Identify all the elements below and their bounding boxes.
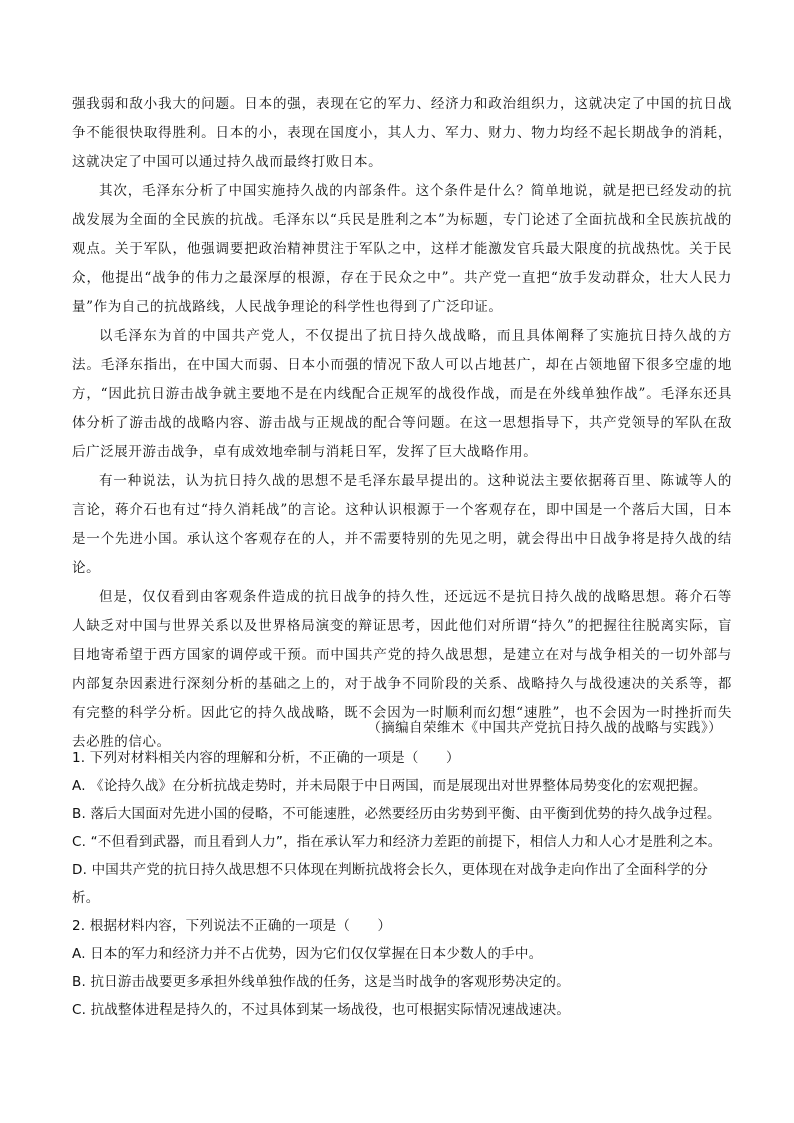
option-c: C. 抗战整体进程是持久的，不过具体到某一场战役，也可根据实际情况速战速决。: [72, 1002, 571, 1018]
passage-paragraph-3: 以毛泽东为首的中国共产党人，不仅提出了抗日持久战战略，而且具体阐释了实施抗日持久战的方法。毛泽东指出，在中国大而弱、日本小而强的情况下敌人可以占地甚广，却在占领地留下很多空虚的地方，“因此抗日游击战争就主要地不是在内线配合正规军的战役作战，而是在外线单独作战”。毛泽东还具体分析了游击战的战略内容、游击战与正规战的配合等问题。在这一思想指导下，共产党领导的军队在敌后广泛展开游击战争，卓有成效地牵制与消耗日军，发挥了巨大战略作用。: [72, 328, 732, 460]
passage-paragraph-1: 强我弱和敌小我大的问题。日本的强，表现在它的军力、经济力和政治组织力，这就决定了中国的抗日战争不能很快取得胜利。日本的小，表现在国度小，其人力、军力、财力、物力均经不起长期战争的消耗，这就决定了中国可以通过持久战而最终打败日本。: [72, 96, 732, 170]
option-a: A. 《论持久战》在分析抗战走势时，并未局限于中日两国，而是展现出对世界整体局势变化的宏观把握。: [72, 778, 707, 794]
option-d: D. 中国共产党的抗日持久战思想不只体现在判断抗战将会长久，更体现在对战争走向作出了全面科学的分析。: [72, 862, 709, 906]
passage-source-citation: （摘编自荣维木《中国共产党抗日持久战的战略与实践》）: [367, 720, 722, 736]
option-b: B. 落后大国面对先进小国的侵略，不可能速胜，必然要经历由劣势到平衡、由平衡到优势的持久战争过程。: [72, 806, 721, 822]
question-1: [72, 744, 732, 912]
option-b: B. 抗日游击战要更多承担外线单独作战的任务，这是当时战争的客观形势决定的。: [72, 974, 570, 990]
passage-paragraph-5: 但是，仅仅看到由客观条件造成的抗日战争的持久性，还远远不是抗日持久战的战略思想。蒋介石等人缺乏对中国与世界关系以及世界格局演变的辩证思考，因此他们对所谓“持久”的把握往往脱离实际，盲目地寄希望于西方国家的调停或干预。而中国共产党的持久战思想，是建立在对与战争相关的一切外部与内部复杂因素进行深刻分析的基础之上的，对于战争不同阶段的关系、战略持久与战役速决的关系等，都有完整的科学分析。因此它的持久战战略，既不会因为一时顺利而幻想“速胜”，也不会因为一时挫折而失去必胜的信心。: [72, 589, 732, 750]
option-c: C. “不但看到武器，而且看到人力”，指在承认军力和经济力差距的前提下，相信人力和人心才是胜利之本。: [72, 834, 722, 850]
question-stem: 2. 根据材料内容，下列说法不正确的一项是（ ）: [72, 918, 392, 934]
reading-passage: [72, 90, 732, 757]
passage-paragraph-2: 其次，毛泽东分析了中国实施持久战的内部条件。这个条件是什么？简单地说，就是把已经发动的抗战发展为全面的全民族的抗战。毛泽东以“兵民是胜利之本”为标题，专门论述了全面抗战和全民族抗战的观点。关于军队，他强调要把政治精神贯注于军队之中，这样才能激发官兵最大限度的抗战热忱。关于民众，他提出“战争的伟力之最深厚的根源，存在于民众之中”。共产党一直把“放手发动群众，壮大人民力量”作为自己的抗战路线，人民战争理论的科学性也得到了广泛印证。: [72, 183, 732, 315]
question-stem: 1. 下列对材料相关内容的理解和分析，不正确的一项是（ ）: [72, 750, 460, 766]
option-a: A. 日本的军力和经济力并不占优势，因为它们仅仅掌握在日本少数人的手中。: [72, 946, 543, 962]
passage-paragraph-4: 有一种说法，认为抗日持久战的思想不是毛泽东最早提出的。这种说法主要依据蒋百里、陈诚等人的言论，蒋介石也有过“持久消耗战”的言论。这种认识根源于一个客观存在，即中国是一个落后大国，日本是一个先进小国。承认这个客观存在的人，并不需要特别的先见之明，就会得出中日战争将是持久战的结论。: [72, 473, 732, 576]
question-2: [72, 912, 732, 1024]
question-list: [72, 744, 732, 1024]
